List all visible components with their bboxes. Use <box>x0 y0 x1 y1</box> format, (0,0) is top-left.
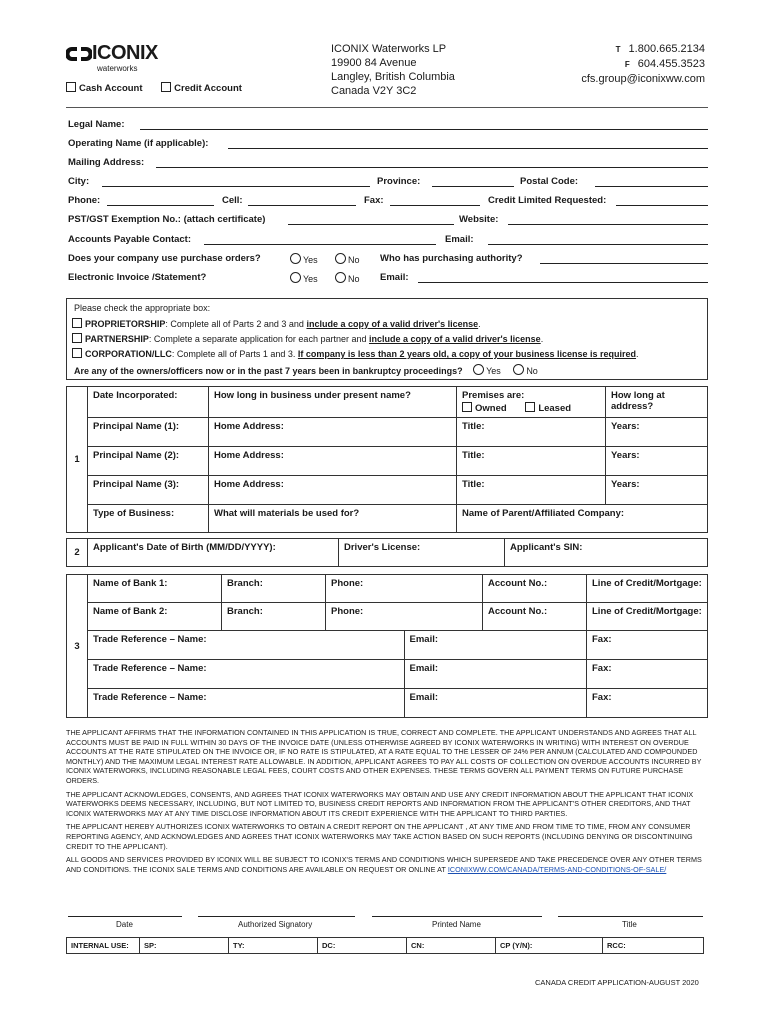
purchasing-authority-field[interactable] <box>540 263 708 264</box>
years-3[interactable]: Years: <box>606 476 708 505</box>
e-invoice-email-field[interactable] <box>418 282 708 283</box>
authorized-signature-line[interactable] <box>198 916 355 917</box>
logo-text: ICONIX <box>92 42 158 64</box>
business-type-prompt: Please check the appropriate box: <box>74 303 211 313</box>
printed-name-caption: Printed Name <box>432 920 481 929</box>
radio-icon[interactable] <box>513 364 524 375</box>
legal-name-label: Legal Name: <box>68 119 125 130</box>
e-invoice-email-label: Email: <box>380 272 409 283</box>
phone-line: T 1.800.665.2134 <box>615 43 705 55</box>
drivers-license[interactable]: Driver's License: <box>339 539 505 567</box>
radio-icon[interactable] <box>335 272 346 283</box>
bankruptcy-no[interactable]: No <box>513 366 538 376</box>
phone-2[interactable]: Phone: <box>326 603 483 631</box>
branch-2[interactable]: Branch: <box>222 603 326 631</box>
radio-icon[interactable] <box>290 253 301 264</box>
how-long-business[interactable]: How long in business under present name? <box>209 387 457 418</box>
address-line: ICONIX Waterworks LP <box>331 43 447 55</box>
signatory-caption: Authorized Signatory <box>238 920 313 929</box>
line-credit-1[interactable]: Line of Credit/Mortgage: <box>587 575 708 603</box>
trade-ref-1[interactable]: Trade Reference – Name: <box>88 631 405 660</box>
website-field[interactable] <box>508 224 708 225</box>
postal-code-label: Postal Code: <box>520 176 579 187</box>
address-line: Langley, British Columbia <box>331 71 455 83</box>
ty-field[interactable]: TY: <box>229 938 318 954</box>
trade-ref-email-3[interactable]: Email: <box>404 689 587 718</box>
e-invoice-no[interactable]: No <box>335 272 360 284</box>
sp-field[interactable]: SP: <box>140 938 229 954</box>
account-2[interactable]: Account No.: <box>483 603 587 631</box>
city-label: City: <box>68 176 90 187</box>
title-caption: Title <box>622 920 637 929</box>
radio-icon[interactable] <box>335 253 346 264</box>
footer-text: CANADA CREDIT APPLICATION-AUGUST 2020 <box>535 978 699 987</box>
trade-ref-fax-1[interactable]: Fax: <box>587 631 708 660</box>
credit-limit-label: Credit Limited Requested: <box>488 195 607 206</box>
part1-number: 1 <box>67 387 88 533</box>
logo <box>66 43 186 75</box>
legal-paragraph: THE APPLICANT HEREBY AUTHORIZES ICONIX WATERWORKS TO OBTAIN A CREDIT REPORT ON THE APPLICANT , AT ANY TIME AND FROM TIME TO TIME, FROM ANY CONSUMER REPORTING AGENCY, AND ACKNOWLEDGES AND AGREES THAT ICONIX WATERWORKS MAY TAKE ACTION BASED ON SUCH REPORTS (INCLUDING DENYING OR DISCONTINUING CREDIT TO THE APPLICANT). <box>66 822 693 851</box>
logo-subtext: waterworks <box>97 64 138 73</box>
dc-field[interactable]: DC: <box>318 938 407 954</box>
trade-ref-email-1[interactable]: Email: <box>404 631 587 660</box>
purchase-orders-yes[interactable]: Yes <box>290 253 318 265</box>
trade-ref-fax-3[interactable]: Fax: <box>587 689 708 718</box>
premises[interactable]: Premises are: Owned Leased <box>457 387 606 418</box>
pst-gst-field[interactable] <box>288 224 454 225</box>
ap-contact-label: Accounts Payable Contact: <box>68 234 191 245</box>
principal-2[interactable]: Principal Name (2): <box>88 447 209 476</box>
postal-code-field[interactable] <box>595 186 708 187</box>
legal-name-field[interactable] <box>140 129 708 130</box>
bankruptcy-question: Are any of the owners/officers now or in the past 7 years been in bankruptcy proceedings? Yes No <box>74 366 538 376</box>
years-2[interactable]: Years: <box>606 447 708 476</box>
principal-1[interactable]: Principal Name (1): <box>88 418 209 447</box>
email-line: cfs.group@iconixww.com <box>581 73 705 85</box>
owned-checkbox[interactable] <box>462 402 472 412</box>
legal-text <box>66 728 708 874</box>
date-caption: Date <box>116 920 133 929</box>
operating-name-label: Operating Name (if applicable): <box>68 138 209 149</box>
corporation-checkbox[interactable] <box>72 348 82 358</box>
credit-account-checkbox[interactable] <box>161 82 171 92</box>
date-incorporated[interactable]: Date Incorporated: <box>88 387 209 418</box>
iconix-logo-icon <box>66 45 92 63</box>
province-field[interactable] <box>432 186 514 187</box>
company-address <box>331 42 455 98</box>
radio-icon[interactable] <box>473 364 484 375</box>
line-credit-2[interactable]: Line of Credit/Mortgage: <box>587 603 708 631</box>
principal-3[interactable]: Principal Name (3): <box>88 476 209 505</box>
fax-label: Fax: <box>364 195 384 206</box>
trade-ref-2[interactable]: Trade Reference – Name: <box>88 660 405 689</box>
trade-ref-fax-2[interactable]: Fax: <box>587 660 708 689</box>
partnership-checkbox[interactable] <box>72 333 82 343</box>
trade-ref-email-2[interactable]: Email: <box>404 660 587 689</box>
account-type: Cash Account Credit Account <box>66 82 242 94</box>
cell-label: Cell: <box>222 195 243 206</box>
home-address-3[interactable]: Home Address: <box>209 476 457 505</box>
bank-1[interactable]: Name of Bank 1: <box>88 575 222 603</box>
partnership-option[interactable]: PARTNERSHIP: Complete a separate application for each partner and include a copy of a valid driver's license. <box>72 333 543 344</box>
title-signature-line[interactable] <box>558 916 703 917</box>
bankruptcy-yes[interactable]: Yes <box>473 366 501 376</box>
radio-icon[interactable] <box>290 272 301 283</box>
city-field[interactable] <box>102 186 370 187</box>
e-invoice-yes[interactable]: Yes <box>290 272 318 284</box>
type-of-business[interactable]: Type of Business: <box>88 505 209 533</box>
parent-company[interactable]: Name of Parent/Affiliated Company: <box>457 505 708 533</box>
address-line: 19900 84 Avenue <box>331 57 417 69</box>
account-1[interactable]: Account No.: <box>483 575 587 603</box>
purchase-orders-no[interactable]: No <box>335 253 360 265</box>
cell-field[interactable] <box>248 205 356 206</box>
cn-field[interactable]: CN: <box>407 938 496 954</box>
cp-field[interactable]: CP (Y/N): <box>496 938 603 954</box>
ap-contact-field[interactable] <box>204 244 436 245</box>
home-address-1[interactable]: Home Address: <box>209 418 457 447</box>
phone-1[interactable]: Phone: <box>326 575 483 603</box>
purchase-orders-label: Does your company use purchase orders? <box>68 253 261 264</box>
date-signature-line[interactable] <box>68 916 182 917</box>
phone-label: Phone: <box>68 195 101 206</box>
corporation-option[interactable]: CORPORATION/LLC: Complete all of Parts 1 and 3. If company is less than 2 years old, a copy of your business license is required. <box>72 348 639 359</box>
credit-limit-field[interactable] <box>616 205 708 206</box>
cash-account-checkbox[interactable] <box>66 82 76 92</box>
mailing-address-field[interactable] <box>156 167 708 168</box>
legal-paragraph: THE APPLICANT AFFIRMS THAT THE INFORMATION CONTAINED IN THIS APPLICATION IS TRUE, CORRECT AND COMPLETE. THE APPLICANT UNDERSTANDS AND AGREES THAT ALL ACCOUNTS MUST BE PAID IN FULL WITHIN 30 DAYS OF THE INVOICE DATE (UNLESS OTHERWISE AGREED BY ICONIX WATERWORKS IN WRITING) WITH INTEREST ON OVERDUE ACCOUNTS AT THE RATE STIPULATED ON THE INVOICE OR, IF NO RATE IS STIPULATED, AT A RATE EQUAL TO THE LESSER OF 24% PER ANNUM (CALCULATED AND COMPOUNDED MONTHLY) AND THE MAXIMUM LEGAL INTEREST RATE ALLOWABLE. IN ADDITION, APPLICANT AGREES TO PAY ALL COSTS OF COLLECTION ON OVERDUE ACCOUNTS INCURRED BY ICONIX WATERWORKS, INCLUDING REASONABLE LEGAL FEES, COURT COSTS AND OTHER EXPENSES. THESE TERMS GOVERN ALL PAYMENT TERMS ON FUTURE PURCHASE ORDERS. <box>66 728 702 785</box>
title-3[interactable]: Title: <box>457 476 606 505</box>
phone-field[interactable] <box>107 205 214 206</box>
internal-use-label: INTERNAL USE: <box>67 938 140 954</box>
how-long-address[interactable]: How long at address? <box>606 387 708 418</box>
fax-line: F 604.455.3523 <box>624 58 705 70</box>
bank-2[interactable]: Name of Bank 2: <box>88 603 222 631</box>
rcc-field[interactable]: RCC: <box>603 938 704 954</box>
home-address-2[interactable]: Home Address: <box>209 447 457 476</box>
applicant-dob[interactable]: Applicant's Date of Birth (MM/DD/YYYY): <box>88 539 339 567</box>
operating-name-field[interactable] <box>228 148 708 149</box>
materials-use[interactable]: What will materials be used for? <box>209 505 457 533</box>
internal-use-table <box>66 937 704 954</box>
trade-ref-3[interactable]: Trade Reference – Name: <box>88 689 405 718</box>
title-1[interactable]: Title: <box>457 418 606 447</box>
title-2[interactable]: Title: <box>457 447 606 476</box>
part2-number: 2 <box>67 539 88 567</box>
proprietorship-checkbox[interactable] <box>72 318 82 328</box>
fax-field[interactable] <box>390 205 480 206</box>
mailing-address-label: Mailing Address: <box>68 157 145 168</box>
years-1[interactable]: Years: <box>606 418 708 447</box>
printed-name-line[interactable] <box>372 916 542 917</box>
pst-gst-label: PST/GST Exemption No.: (attach certificate) <box>68 214 266 225</box>
e-invoice-label: Electronic Invoice /Statement? <box>68 272 207 283</box>
email-field[interactable] <box>488 244 708 245</box>
part1-table <box>66 386 708 533</box>
province-label: Province: <box>377 176 421 187</box>
leased-checkbox[interactable] <box>525 402 535 412</box>
company-contact <box>545 42 705 86</box>
part3-number: 3 <box>67 575 88 718</box>
branch-1[interactable]: Branch: <box>222 575 326 603</box>
address-line: Canada V2Y 3C2 <box>331 85 417 97</box>
part3-table <box>66 574 708 718</box>
terms-link[interactable]: ICONIXWW.COM/CANADA/TERMS-AND-CONDITIONS-OF-SALE/ <box>447 864 667 874</box>
legal-paragraph: ALL GOODS AND SERVICES PROVIDED BY ICONIX WILL BE SUBJECT TO ICONIX'S TERMS AND CONDITIONS WHICH SUPERSEDE AND TAKE PRECEDENCE OVER ANY OTHER TERMS AND CONDITIONS. THE ICONIX SALE TERMS AND CONDITIONS ARE AVAILABLE ON REQUEST OR ONLINE AT ICONIXWW.COM/CANADA/TERMS-AND-CONDITIONS-OF-SALE/ <box>66 855 702 874</box>
proprietorship-option[interactable]: PROPRIETORSHIP: Complete all of Parts 2 and 3 and include a copy of a valid driver's license. <box>72 318 481 329</box>
email-label: Email: <box>445 234 474 245</box>
website-label: Website: <box>459 214 499 225</box>
legal-paragraph: THE APPLICANT ACKNOWLEDGES, CONSENTS, AND AGREES THAT ICONIX WATERWORKS MAY OBTAIN AND USE ANY CREDIT INFORMATION ABOUT THE APPLICANT THAT ICONIX WATERWORKS DEEMS NECESSARY, INCLUDING, BUT NOT LIMITED TO, BUSINESS CREDIT REPORTS AND INFORMATION FROM THE APPLICANT'S OTHER CREDITORS, AND THAT ICONIX WATERWORKS MAY AT ANY TIME DISCLOSE INFORMATION ABOUT ITS CREDIT EXPERIENCE WITH THE APPLICANT TO THIRD PARTIES. <box>66 789 694 818</box>
part2-table <box>66 538 708 567</box>
header-divider <box>66 107 708 108</box>
applicant-sin[interactable]: Applicant's SIN: <box>505 539 708 567</box>
purchasing-authority-label: Who has purchasing authority? <box>380 253 523 264</box>
